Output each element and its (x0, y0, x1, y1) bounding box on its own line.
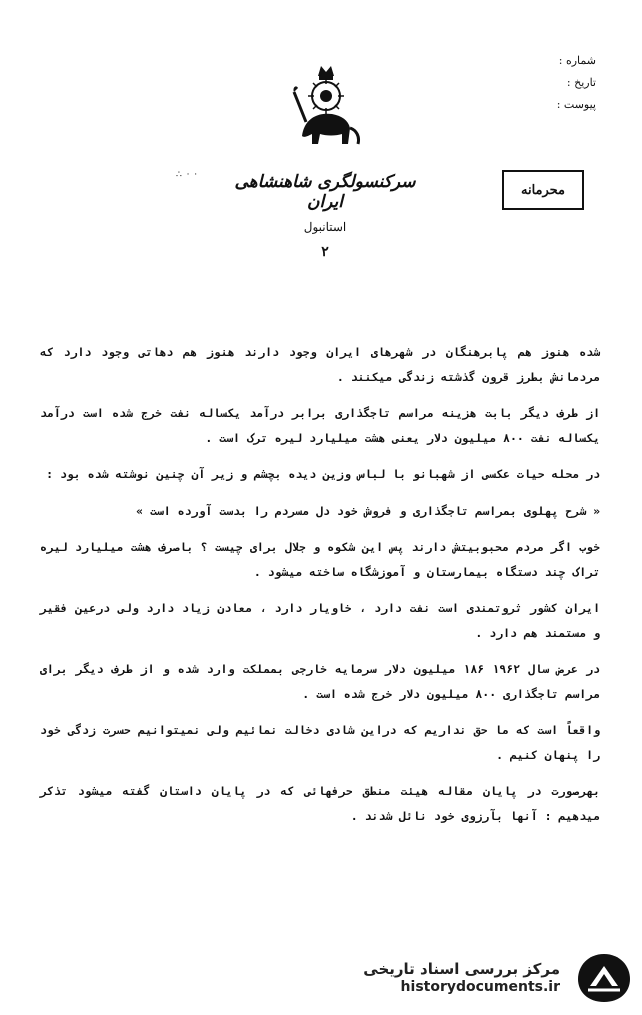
watermark-title: مرکز بررسی اسناد تاریخی (363, 960, 560, 978)
watermark (356, 950, 636, 1006)
history-documents-logo-icon (576, 952, 632, 1004)
paragraph: « شرح پهلوی بمراسم تاجگذاری و فروش خود دل مسردم را بدست آورده است » (136, 503, 600, 518)
date-field-label: تاریخ : (566, 76, 596, 89)
consulate-title: سرکنسولگری شاهنشاهی ایران (234, 172, 416, 212)
paragraph: خوب اگر مردم محبوبیتش دارند پس این شکوه و جلال برای چیست ؟ باصرف هشت میلیارد لیره تراک چند دستگاه بیمارستان و آموزشگاه ساخته میشود . (40, 540, 600, 579)
paragraph: ایران کشور ثروتمندی است نفت دارد ، خاویار دارد ، معادن زیاد دارد ولی درعین فقیر و مستمند هم دارد . (40, 601, 600, 640)
lion-and-sun-emblem-icon (276, 58, 376, 158)
paragraph: در محله حیات عکسی از شهبانو با لباس وزین دیده بچشم و زیر آن چنین نوشته شده بود : (46, 467, 600, 481)
document-body (40, 340, 600, 840)
paragraph: شده هنوز هم پابرهنگان در شهرهای ایران وجود دارند هنوز هم دهاتی وجود دارد که مردمانش بطرز قرون گذشته زندگی میکنند . (40, 345, 600, 384)
number-field-label: شماره : (558, 54, 596, 67)
ink-smudge: ∴ · · (176, 170, 199, 180)
confidential-stamp: محرمانه (502, 170, 584, 210)
attachment-field-label: پیوست : (556, 98, 596, 111)
paragraph: واقعاً است که ما حق نداریم که دراین شادی دخالت نمائیم ولی نمیتوانیم حسرت زدگی خود را پنهان کنیم . (40, 723, 600, 762)
paragraph: بهرصورت در پایان مقاله هیئت منطق حرفهائی که در پایان داستان گفته میشود تذکر میدهیم : آنها بآرزوی خود نائل شدند . (40, 784, 600, 823)
watermark-url: historydocuments.ir (400, 979, 560, 995)
consulate-city: استانبول (303, 220, 347, 234)
document-meta-fields (516, 50, 596, 116)
page-number: ۲ (321, 244, 329, 260)
paragraph: در عرض سال ۱۹۶۲ ۱۸۶ میلیون دلار سرمایه خارجی بمملکت وارد شده و از طرف دیگر برای مراسم تاجگذاری ۸۰۰ میلیون دلار خرج شده است . (40, 662, 600, 701)
paragraph: از طرف دیگر بابت هزینه مراسم تاجگذاری برابر درآمد یکساله نفت خرج شده است درآمد یکساله نفت ۸۰۰ میلیون دلار یعنی هشت میلیارد لیره ترک است . (40, 406, 600, 445)
